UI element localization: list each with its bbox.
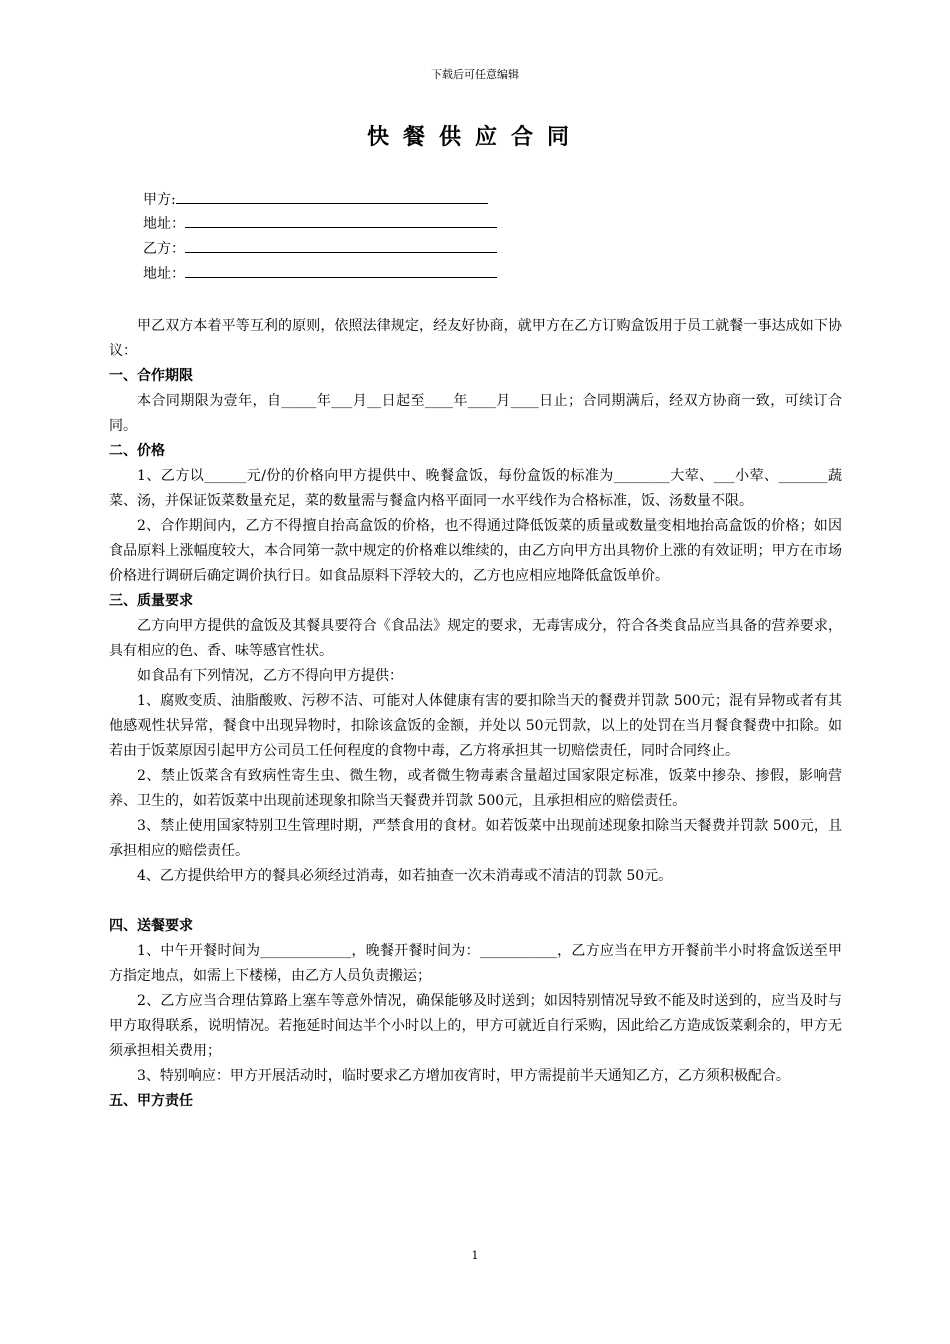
party-a-address-label: 地址：: [143, 216, 185, 232]
party-a-address-blank: [185, 213, 497, 228]
section-2-heading: 二、价格: [109, 443, 165, 459]
section-2-paragraph-1: 1、乙方以______元/份的价格向甲方提供中、晚餐盒饭，每份盒饭的标准为________大荤、___小荤、_______蔬菜、汤，并保证饭菜数量充足，菜的数量需与餐盒内格平面同一水平线作为合格标准，饭、汤数量不限。: [109, 468, 842, 509]
section-1-paragraph: 本合同期限为壹年，自_____年___月__日起至____年____月____日止；合同期满后，经双方协商一致，可续订合同。: [109, 393, 842, 434]
section-3-paragraph-4: 2、禁止饭菜含有致病性寄生虫、微生物，或者微生物毒素含量超过国家限定标准，饭菜中掺杂、掺假，影响营养、卫生的，如若饭菜中出现前述现象扣除当天餐费并罚款 500元，且承担相应的赔偿责任。: [109, 768, 842, 809]
section-2-paragraph-2: 2、合作期间内，乙方不得擅自抬高盒饭的价格，也不得通过降低饭菜的质量或数量变相地抬高盒饭的价格；如因食品原料上涨幅度较大，本合同第一款中规定的价格难以维续的，由乙方向甲方出具物价上涨的有效证明；甲方在市场价格进行调研后确定调价执行日。如食品原料下浮较大的，乙方也应相应地降低盒饭单价。: [109, 518, 842, 584]
party-a-address-line: [143, 213, 497, 233]
party-b-label: 乙方：: [143, 241, 185, 257]
header-note: 下载后可任意编辑: [431, 68, 519, 81]
party-b-address-line: [143, 263, 497, 283]
contract-title: 快餐供应合同: [366, 125, 583, 150]
section-3-paragraph-6: 4、乙方提供给甲方的餐具必须经过消毒，如若抽查一次未消毒或不清洁的罚款 50元。: [137, 868, 673, 884]
section-3-paragraph-3: 1、腐败变质、油脂酸败、污秽不洁、可能对人体健康有害的要扣除当天的餐费并罚款 500元；混有异物或者有其他感观性状异常，餐食中出现异物时，扣除该盒饭的金额，并处以 50元罚款，以上的处罚在当月餐食餐费中扣除。如若由于饭菜原因引起甲方公司员工任何程度的食物中毒，乙方将承担其一切赔偿责任，同时合同终止。: [109, 693, 842, 759]
section-3-paragraph-2: 如食品有下列情况，乙方不得向甲方提供：: [137, 668, 403, 684]
blank-line: [109, 889, 842, 914]
party-a-line: [143, 189, 488, 209]
section-3-paragraph-5: 3、禁止使用国家特别卫生管理时期，严禁食用的食材。如若饭菜中出现前述现象扣除当天餐费并罚款 500元，且承担相应的赔偿责任。: [109, 818, 842, 859]
section-1-heading: 一、合作期限: [109, 368, 193, 384]
party-a-label: 甲方:: [143, 192, 176, 208]
page-number: 1: [471, 1249, 479, 1262]
intro-paragraph: 甲乙双方本着平等互利的原则，依照法律规定，经友好协商，就甲方在乙方订购盒饭用于员工就餐一事达成如下协议：: [109, 318, 842, 359]
party-b-blank: [185, 238, 497, 253]
section-5-heading: 五、甲方责任: [109, 1093, 193, 1109]
contract-body: [109, 314, 842, 1114]
party-b-address-blank: [185, 263, 497, 278]
section-4-paragraph-3: 3、特别响应：甲方开展活动时，临时要求乙方增加夜宵时，甲方需提前半天通知乙方，乙方须积极配合。: [137, 1068, 790, 1084]
section-4-paragraph-1: 1、中午开餐时间为_____________，晚餐开餐时间为：___________，乙方应当在甲方开餐前半小时将盒饭送至甲方指定地点，如需上下楼梯，由乙方人员负责搬运；: [109, 943, 842, 984]
section-3-paragraph-1: 乙方向甲方提供的盒饭及其餐具要符合《食品法》规定的要求，无毒害成分，符合各类食品应当具备的营养要求，具有相应的色、香、味等感官性状。: [109, 618, 842, 659]
section-4-paragraph-2: 2、乙方应当合理估算路上塞车等意外情况，确保能够及时送到；如因特别情况导致不能及时送到的，应当及时与甲方取得联系，说明情况。若拖延时间达半个小时以上的，甲方可就近自行采购，因此给乙方造成饭菜剩余的，甲方无须承担相关费用；: [109, 993, 842, 1059]
section-4-heading: 四、送餐要求: [109, 918, 193, 934]
party-a-blank: [176, 189, 488, 204]
party-b-line: [143, 238, 497, 258]
party-b-address-label: 地址：: [143, 266, 185, 282]
section-3-heading: 三、质量要求: [109, 593, 193, 609]
